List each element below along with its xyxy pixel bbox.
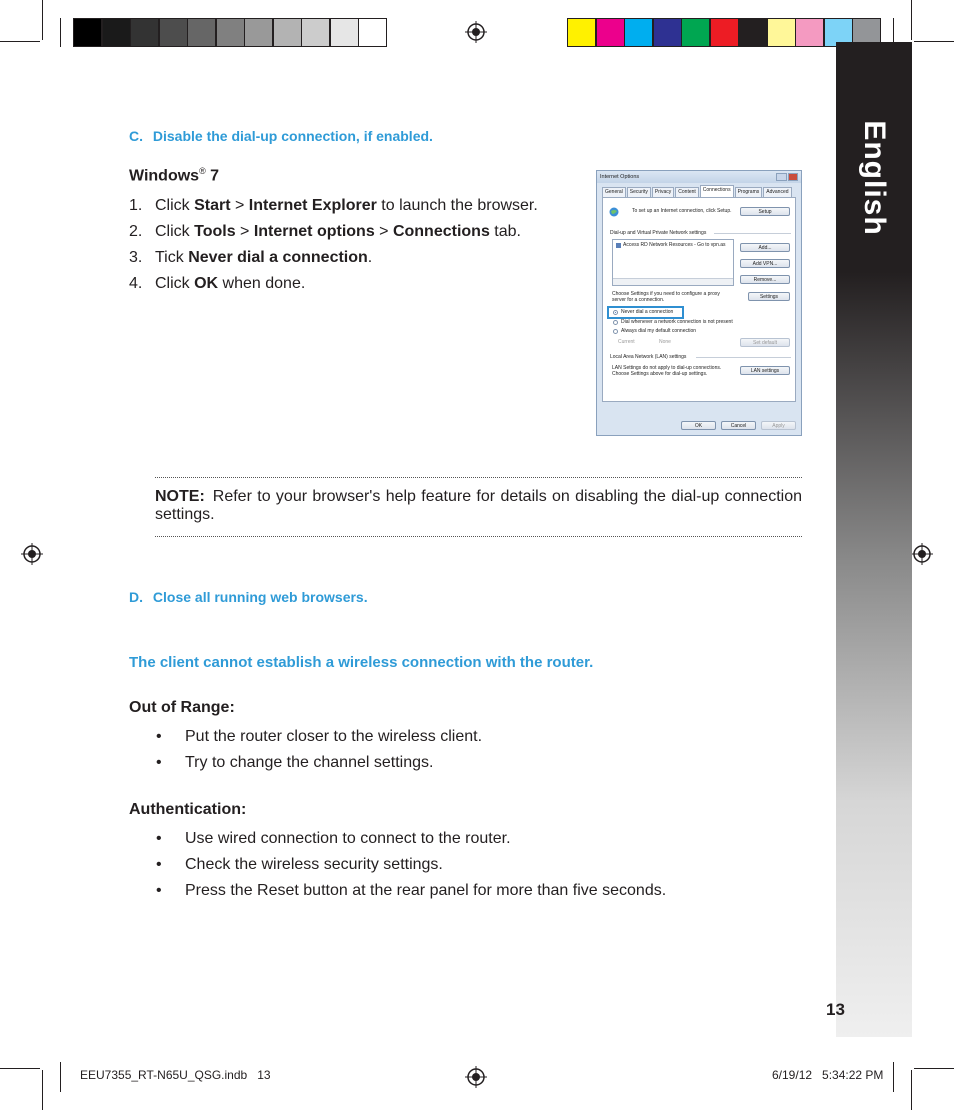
- step-text: to launch the browser.: [376, 197, 538, 214]
- registration-mark-icon: [911, 543, 933, 565]
- step-emphasis: Tools: [194, 223, 236, 240]
- color-swatch: [102, 18, 131, 47]
- bullet-item: [129, 724, 729, 750]
- bullet-text: Press the Reset button at the rear panel for more than five seconds.: [185, 882, 667, 899]
- internet-options-dialog: [596, 170, 802, 436]
- section-d-heading: [129, 589, 368, 605]
- color-swatch: [244, 18, 273, 47]
- bullet-text: Try to change the channel settings.: [185, 754, 434, 771]
- color-swatch: [130, 18, 159, 47]
- step-number: 4.: [129, 275, 143, 292]
- bullet-text: Check the wireless security settings.: [185, 856, 443, 873]
- current-value: None: [659, 339, 671, 345]
- vpn-group-rule: [714, 233, 791, 234]
- instruction-step: [129, 219, 579, 245]
- lan-group-rule: [696, 357, 791, 358]
- authentication-heading: Authentication:: [129, 801, 247, 818]
- color-swatch: [624, 18, 653, 47]
- cancel-button[interactable]: Cancel: [721, 421, 756, 430]
- dialog-tab[interactable]: Connections: [700, 185, 734, 197]
- step-text: Tick: [155, 249, 189, 266]
- note-bottom-divider: [155, 536, 802, 537]
- note-label: NOTE:: [155, 488, 205, 505]
- dialog-tab[interactable]: Privacy: [652, 187, 674, 197]
- proxy-text-line-1: Choose Settings if you need to configure a proxy: [612, 291, 720, 297]
- dialog-tab[interactable]: Content: [675, 187, 699, 197]
- footer-timestamp: 6/19/12 5:34:22 PM: [772, 1068, 884, 1082]
- bullet-item: [129, 852, 779, 878]
- color-swatch: [73, 18, 102, 47]
- color-swatch: [710, 18, 739, 47]
- setup-text: To set up an Internet connection, click Setup.: [632, 208, 732, 214]
- globe-icon: [609, 207, 619, 217]
- color-swatch: [767, 18, 796, 47]
- bullet-icon: •: [156, 830, 162, 847]
- color-swatch: [159, 18, 188, 47]
- os-name: Windows: [129, 167, 200, 185]
- color-swatch: [301, 18, 330, 47]
- section-c-title: Disable the dial-up connection, if enabled.: [152, 128, 433, 144]
- color-swatch: [187, 18, 216, 47]
- always-dial-label: Always dial my default connection: [621, 328, 697, 334]
- settings-button[interactable]: Settings: [748, 292, 790, 301]
- color-swatch: [567, 18, 596, 47]
- instruction-step: [129, 271, 579, 297]
- color-swatch: [330, 18, 359, 47]
- add-vpn-button[interactable]: Add VPN...: [740, 259, 790, 268]
- step-text: .: [367, 249, 373, 266]
- instruction-steps: [129, 193, 579, 297]
- color-swatch: [358, 18, 387, 47]
- footer-file-info: EEU7355_RT-N65U_QSG.indb 13: [80, 1068, 271, 1082]
- language-side-tab-label: English: [858, 120, 891, 236]
- set-default-button[interactable]: Set default: [740, 338, 790, 347]
- close-button[interactable]: [788, 173, 799, 181]
- registered-mark: ®: [199, 166, 206, 176]
- out-of-range-heading: Out of Range:: [129, 699, 235, 716]
- dialog-tab[interactable]: Programs: [735, 187, 763, 197]
- os-version: 7: [210, 167, 220, 185]
- section-d-title: Close all running web browsers.: [152, 589, 368, 605]
- proxy-text-line-2: server for a connection.: [612, 297, 665, 303]
- step-emphasis: Internet Explorer: [248, 197, 377, 214]
- page-number: 13: [826, 1000, 845, 1019]
- step-text: tab.: [489, 223, 521, 240]
- bullet-text: Put the router closer to the wireless client.: [185, 728, 483, 745]
- problem-heading: The client cannot establish a wireless connection with the router.: [129, 654, 594, 671]
- color-swatch: [795, 18, 824, 47]
- registration-mark-icon: [465, 1066, 487, 1088]
- dialog-tab[interactable]: Advanced: [763, 187, 791, 197]
- step-number: 1.: [129, 197, 143, 214]
- dialog-tab[interactable]: General: [602, 187, 626, 197]
- lan-text-line-2: Choose Settings above for dial-up settings.: [612, 371, 708, 377]
- dialog-title: Internet Options: [600, 174, 640, 180]
- os-title: [129, 166, 219, 185]
- step-emphasis: Connections: [392, 223, 490, 240]
- step-text: >: [230, 197, 249, 214]
- color-swatch: [738, 18, 767, 47]
- out-of-range-list: [129, 724, 729, 776]
- dialog-tab[interactable]: Security: [627, 187, 651, 197]
- window-controls: [776, 173, 798, 181]
- vpn-icon: [616, 243, 621, 248]
- step-text: Click: [155, 197, 195, 214]
- dialog-titlebar: [597, 171, 801, 183]
- color-swatch: [273, 18, 302, 47]
- step-emphasis: Internet options: [253, 223, 375, 240]
- current-label: Current: [618, 339, 635, 345]
- section-d-letter: D.: [129, 589, 143, 605]
- step-number: 2.: [129, 223, 143, 240]
- lan-settings-button[interactable]: LAN settings: [740, 366, 790, 375]
- lan-group-label: Local Area Network (LAN) settings: [610, 354, 687, 360]
- bullet-text: Use wired connection to connect to the router.: [185, 830, 511, 847]
- color-swatch: [596, 18, 625, 47]
- horizontal-scrollbar[interactable]: [613, 278, 733, 285]
- bullet-icon: •: [156, 728, 162, 745]
- step-text: Click: [155, 275, 195, 292]
- bullet-item: [129, 826, 779, 852]
- section-c-heading: [129, 128, 433, 144]
- dial-whenever-label: Dial whenever a network connection is not present: [621, 319, 733, 325]
- note-top-divider: [155, 477, 802, 478]
- color-swatch: [681, 18, 710, 47]
- ok-button[interactable]: OK: [681, 421, 716, 430]
- vpn-entry[interactable]: Access RD Network Resources - Go to vpn.as: [623, 242, 726, 248]
- apply-button[interactable]: Apply: [761, 421, 796, 430]
- registration-mark-icon: [21, 543, 43, 565]
- note-text: Refer to your browser's help feature for details on disabling the dial-up connection settings.: [155, 488, 802, 523]
- instruction-step: [129, 245, 579, 271]
- color-swatch: [216, 18, 245, 47]
- always-dial-radio[interactable]: [613, 329, 618, 334]
- note-block: [155, 488, 802, 524]
- step-text: when done.: [218, 275, 306, 292]
- bullet-icon: •: [156, 754, 162, 771]
- never-dial-radio[interactable]: [613, 310, 618, 315]
- step-emphasis: OK: [194, 275, 219, 292]
- help-button[interactable]: [776, 173, 787, 181]
- authentication-list: [129, 826, 779, 904]
- bullet-icon: •: [156, 856, 162, 873]
- vpn-group-label: Dial-up and Virtual Private Network settings: [610, 230, 707, 236]
- connections-panel: [602, 197, 796, 402]
- bullet-item: [129, 878, 779, 904]
- never-dial-label: Never dial a connection: [621, 309, 674, 315]
- dial-whenever-radio[interactable]: [613, 320, 618, 325]
- step-text: Click: [155, 223, 195, 240]
- bullet-icon: •: [156, 882, 162, 899]
- lan-text-line-1: LAN Settings do not apply to dial-up connections.: [612, 365, 722, 371]
- bullet-item: [129, 750, 729, 776]
- step-text: >: [374, 223, 393, 240]
- step-emphasis: Never dial a connection: [188, 249, 368, 266]
- add-button[interactable]: Add...: [740, 243, 790, 252]
- registration-mark-icon: [465, 21, 487, 43]
- setup-button[interactable]: Setup: [740, 207, 790, 216]
- connection-list[interactable]: [612, 239, 734, 286]
- instruction-step: [129, 193, 579, 219]
- color-swatch: [653, 18, 682, 47]
- dialog-tabs: [602, 187, 793, 197]
- section-c-letter: C.: [129, 128, 143, 144]
- remove-button[interactable]: Remove...: [740, 275, 790, 284]
- step-emphasis: Start: [194, 197, 231, 214]
- step-text: >: [235, 223, 254, 240]
- step-number: 3.: [129, 249, 143, 266]
